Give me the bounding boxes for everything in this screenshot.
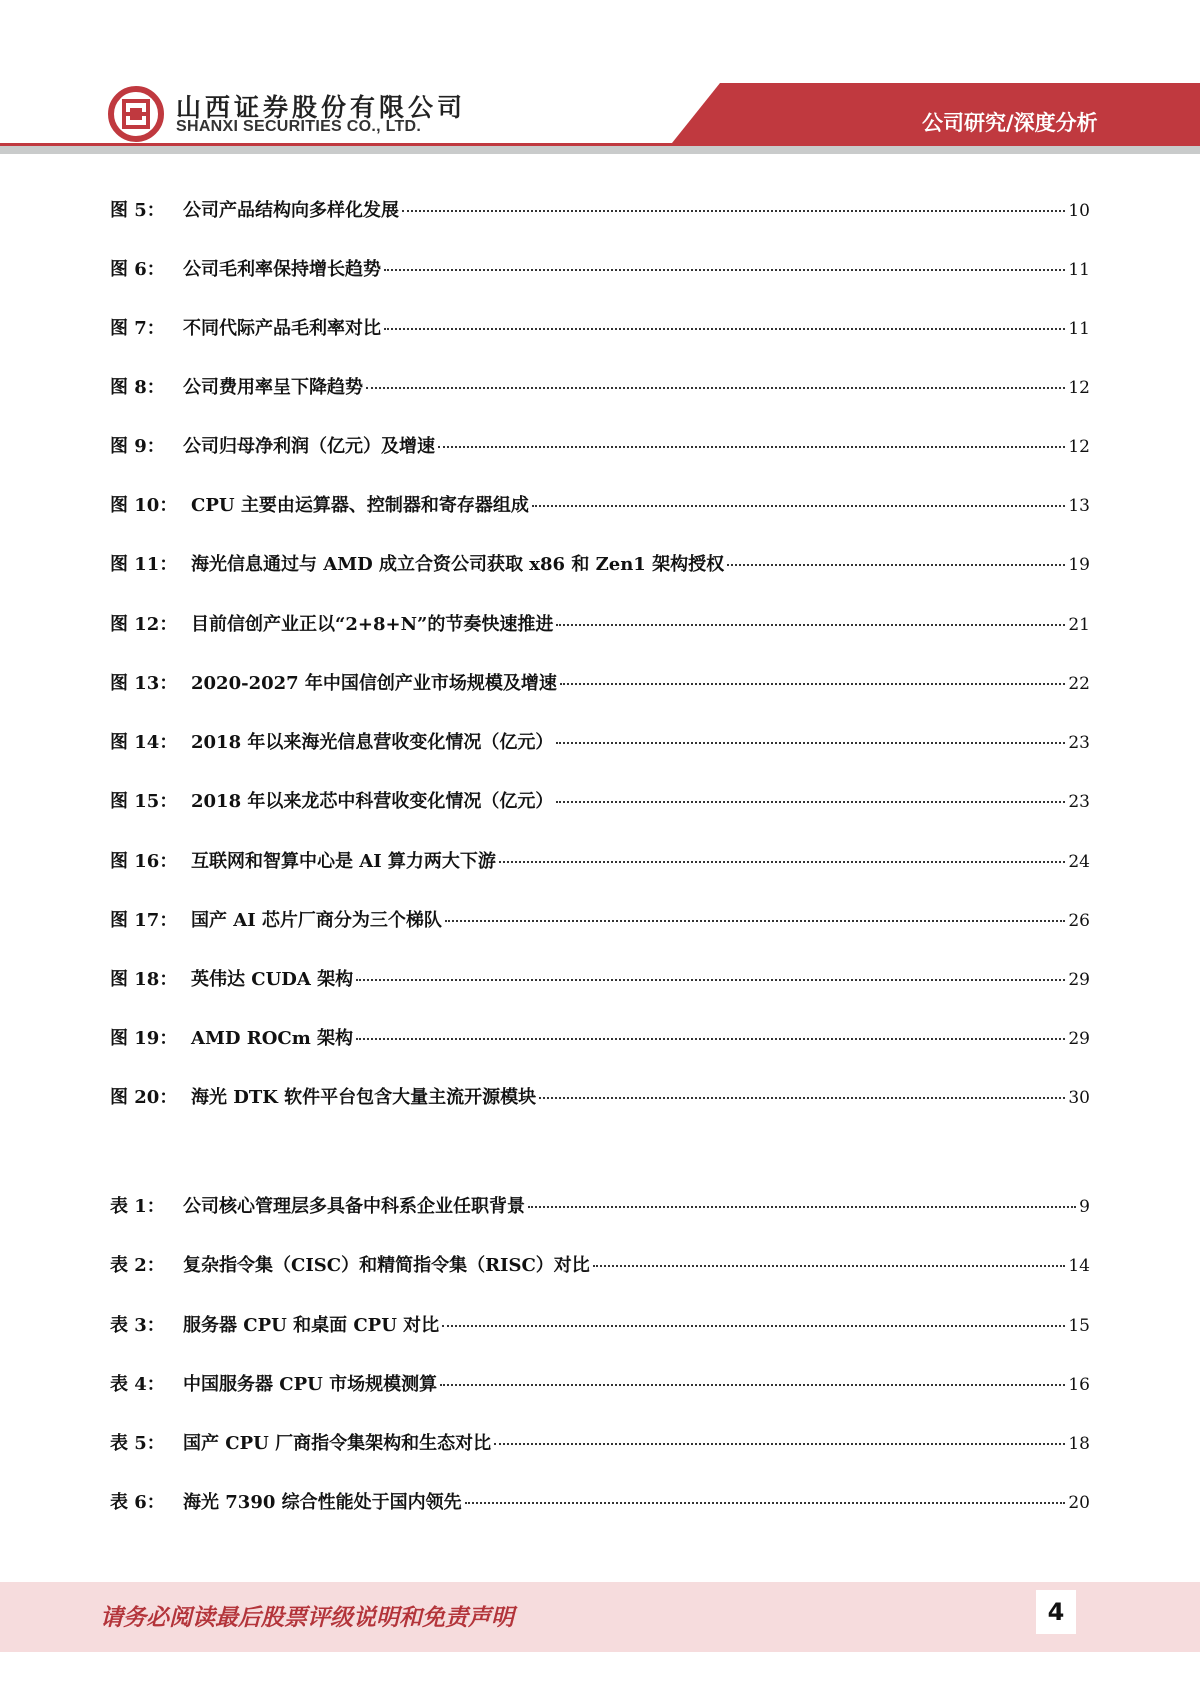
entry-label: 表 4： — [110, 1374, 165, 1395]
leader-dots — [556, 742, 1065, 744]
entry-title: 国产 CPU 厂商指令集架构和生态对比 — [183, 1433, 492, 1454]
leader-dots — [539, 1097, 1065, 1099]
entry-label: 图 10： — [110, 495, 178, 516]
leader-dots — [465, 1502, 1066, 1504]
entry-title: 英伟达 CUDA 架构 — [191, 969, 354, 990]
entry-title: 公司核心管理层多具备中科系企业任职背景 — [183, 1196, 525, 1217]
entry-page: 13 — [1068, 496, 1090, 516]
entry-title: 中国服务器 CPU 市场规模测算 — [183, 1374, 438, 1395]
entry-title: 服务器 CPU 和桌面 CPU 对比 — [183, 1315, 440, 1336]
company-name-en: SHANXI SECURITIES CO., LTD. — [176, 118, 422, 135]
leader-dots — [438, 446, 1065, 448]
disclaimer-note[interactable]: 请务必阅读最后股票评级说明和免责声明 — [100, 1604, 514, 1631]
entry-label: 表 1： — [110, 1196, 165, 1217]
entry-title: 海光 DTK 软件平台包含大量主流开源模块 — [191, 1087, 537, 1108]
entry-title: 2018 年以来海光信息营收变化情况（亿元） — [191, 732, 554, 753]
leader-dots — [499, 861, 1065, 863]
leader-dots — [356, 1038, 1065, 1040]
toc-entry[interactable] — [110, 847, 1090, 877]
toc-entry[interactable] — [110, 1370, 1090, 1400]
leader-dots — [442, 1325, 1065, 1327]
leader-dots — [356, 979, 1065, 981]
entry-title: 海光信息通过与 AMD 成立合资公司获取 x86 和 Zen1 架构授权 — [191, 554, 725, 575]
toc-entry[interactable] — [110, 965, 1090, 995]
leader-dots — [556, 624, 1065, 626]
leader-dots — [528, 1206, 1076, 1208]
entry-page: 14 — [1068, 1256, 1090, 1276]
toc-entry[interactable] — [110, 550, 1090, 580]
toc-entry[interactable] — [110, 610, 1090, 640]
entry-title: 2020-2027 年中国信创产业市场规模及增速 — [191, 673, 557, 694]
leader-dots — [366, 387, 1065, 389]
entry-page: 23 — [1068, 733, 1090, 753]
entry-label: 表 3： — [110, 1315, 165, 1336]
toc-entry[interactable] — [110, 1083, 1090, 1113]
entry-page: 19 — [1068, 555, 1090, 575]
entry-label: 图 15： — [110, 791, 178, 812]
entry-label: 表 5： — [110, 1433, 165, 1454]
entry-title: 海光 7390 综合性能处于国内领先 — [183, 1492, 462, 1513]
entry-label: 图 17： — [110, 910, 178, 931]
toc-entry[interactable] — [110, 373, 1090, 403]
entry-page: 15 — [1068, 1316, 1090, 1336]
leader-dots — [532, 505, 1066, 507]
toc-entry[interactable] — [110, 1429, 1090, 1459]
toc-entry[interactable] — [110, 669, 1090, 699]
page-header — [0, 0, 1200, 165]
entry-page: 16 — [1068, 1375, 1090, 1395]
entry-page: 29 — [1068, 970, 1090, 990]
entry-label: 表 6： — [110, 1492, 165, 1513]
toc-entry[interactable] — [110, 314, 1090, 344]
leader-dots — [494, 1443, 1065, 1445]
report-category: 公司研究/深度分析 — [922, 111, 1098, 135]
toc-entry[interactable] — [110, 255, 1090, 285]
entry-label: 图 14： — [110, 732, 178, 753]
entry-page: 18 — [1068, 1434, 1090, 1454]
leader-dots — [593, 1265, 1066, 1267]
entry-label: 图 16： — [110, 851, 178, 872]
entry-label: 图 9： — [110, 436, 165, 457]
entry-label: 图 18： — [110, 969, 178, 990]
toc-entry[interactable] — [110, 1488, 1090, 1518]
leader-dots — [384, 328, 1065, 330]
company-name-cn: 山西证券股份有限公司 — [176, 93, 467, 122]
entry-page: 20 — [1068, 1493, 1090, 1513]
entry-page: 21 — [1068, 615, 1090, 635]
entry-title: AMD ROCm 架构 — [191, 1028, 354, 1049]
leader-dots — [402, 210, 1065, 212]
entry-label: 图 19： — [110, 1028, 178, 1049]
toc-entry[interactable] — [110, 1192, 1090, 1222]
entry-page: 22 — [1068, 674, 1090, 694]
entry-title: 国产 AI 芯片厂商分为三个梯队 — [191, 910, 442, 931]
entry-title: 公司归母净利润（亿元）及增速 — [183, 436, 435, 457]
entry-page: 12 — [1068, 437, 1090, 457]
toc-entry[interactable] — [110, 432, 1090, 462]
entry-page: 10 — [1068, 201, 1090, 221]
page-number: 4 — [1036, 1590, 1076, 1634]
entry-label: 图 20： — [110, 1087, 178, 1108]
entry-label: 图 5： — [110, 200, 165, 221]
toc-entry[interactable] — [110, 787, 1090, 817]
entry-page: 30 — [1068, 1088, 1090, 1108]
entry-page: 11 — [1068, 319, 1090, 339]
leader-dots — [384, 269, 1065, 271]
page-footer — [0, 1582, 1200, 1652]
toc-entry[interactable] — [110, 906, 1090, 936]
leader-dots — [727, 564, 1065, 566]
leader-dots — [445, 920, 1065, 922]
entry-label: 图 13： — [110, 673, 178, 694]
toc-entry[interactable] — [110, 728, 1090, 758]
entry-label: 图 7： — [110, 318, 165, 339]
entry-label: 图 11： — [110, 554, 178, 575]
entry-title: 公司产品结构向多样化发展 — [183, 200, 399, 221]
entry-title: 互联网和智算中心是 AI 算力两大下游 — [191, 851, 496, 872]
entry-title: 目前信创产业正以“2+8+N”的节奏快速推进 — [191, 614, 554, 635]
toc-entry[interactable] — [110, 196, 1090, 226]
entry-title: 公司毛利率保持增长趋势 — [183, 259, 381, 280]
entry-label: 图 8： — [110, 377, 165, 398]
entry-label: 表 2： — [110, 1255, 165, 1276]
entry-page: 9 — [1079, 1197, 1090, 1217]
entry-page: 11 — [1068, 260, 1090, 280]
header-gray-band — [0, 146, 1200, 154]
entry-label: 图 6： — [110, 259, 165, 280]
entry-title: 公司费用率呈下降趋势 — [183, 377, 363, 398]
entry-title: 2018 年以来龙芯中科营收变化情况（亿元） — [191, 791, 554, 812]
entry-page: 26 — [1068, 911, 1090, 931]
toc-entry[interactable] — [110, 1024, 1090, 1054]
leader-dots — [560, 683, 1065, 685]
entry-label: 图 12： — [110, 614, 178, 635]
entry-title: 复杂指令集（CISC）和精简指令集（RISC）对比 — [183, 1255, 590, 1276]
toc-entry[interactable] — [110, 491, 1090, 521]
entry-title: CPU 主要由运算器、控制器和寄存器组成 — [191, 495, 529, 516]
entry-page: 29 — [1068, 1029, 1090, 1049]
company-logo-icon — [108, 86, 164, 142]
entry-page: 23 — [1068, 792, 1090, 812]
entry-page: 24 — [1068, 852, 1090, 872]
toc-entry[interactable] — [110, 1311, 1090, 1341]
toc-entry[interactable] — [110, 1251, 1090, 1281]
leader-dots — [556, 801, 1065, 803]
entry-title: 不同代际产品毛利率对比 — [183, 318, 381, 339]
entry-page: 12 — [1068, 378, 1090, 398]
leader-dots — [440, 1384, 1065, 1386]
